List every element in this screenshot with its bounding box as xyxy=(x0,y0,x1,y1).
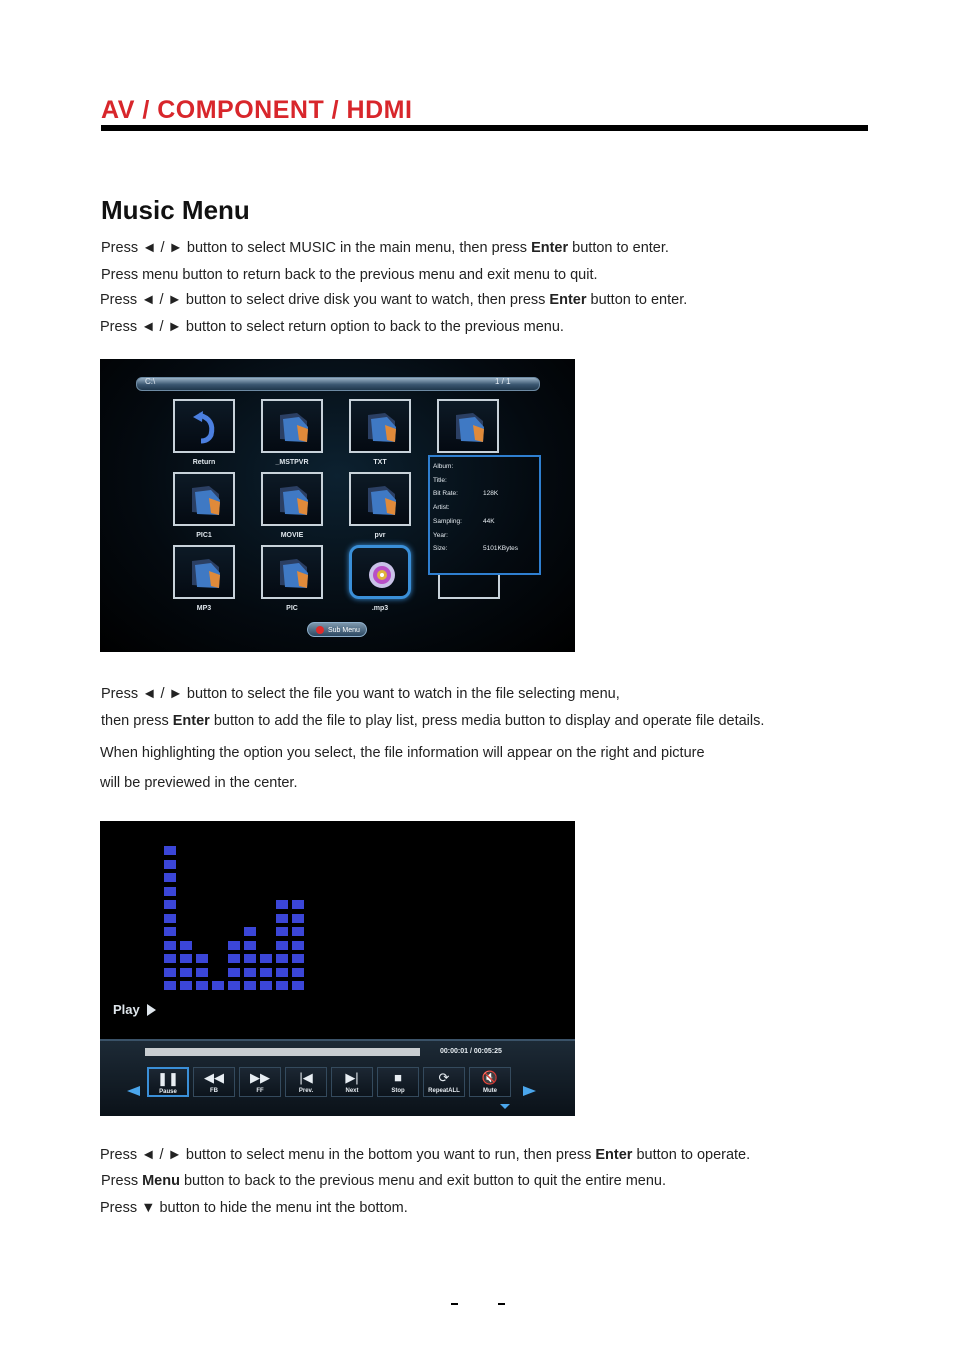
equalizer-bar-segment xyxy=(164,846,176,855)
file-info-panel xyxy=(428,455,541,575)
music-file-tile[interactable] xyxy=(349,545,411,599)
equalizer-bar-segment xyxy=(244,981,256,990)
equalizer-bar-segment xyxy=(276,981,288,990)
equalizer-bar-segment xyxy=(164,981,176,990)
folder-tile[interactable] xyxy=(349,399,411,453)
control-label: Mute xyxy=(483,1088,497,1094)
section-title: Music Menu xyxy=(101,195,250,225)
equalizer-bar-segment xyxy=(244,941,256,950)
equalizer-bar-segment xyxy=(180,954,192,963)
scroll-right-arrow-icon[interactable] xyxy=(523,1086,536,1096)
ff-icon: ▶▶ xyxy=(250,1070,270,1085)
info-label: Title: xyxy=(433,476,447,484)
next-button[interactable] xyxy=(331,1067,373,1097)
intro-line-2: Press menu button to return back to the previous menu and exit menu to quit. xyxy=(101,267,598,283)
page-header-title: AV / COMPONENT / HDMI xyxy=(101,96,413,124)
page-indicator: 1 / 1 xyxy=(495,377,511,386)
tile-label: pvr xyxy=(374,532,386,539)
sub-menu-button[interactable]: Sub Menu xyxy=(307,622,367,637)
folder-icon xyxy=(453,409,487,445)
folder-icon xyxy=(277,555,311,591)
intro-line-4: Press ◄ / ► button to select return option to back to the previous menu. xyxy=(100,319,564,335)
header-rule xyxy=(101,125,868,131)
prev-button[interactable] xyxy=(285,1067,327,1097)
middle-line-3: When highlighting the option you select, the file information will appear on the right and picture xyxy=(100,745,705,761)
tile-label: TXT xyxy=(373,459,387,466)
info-label: Year: xyxy=(433,531,448,539)
file-browser-screenshot xyxy=(100,359,575,652)
next-icon: ▶| xyxy=(345,1070,359,1085)
intro-line-1: Press ◄ / ► button to select MUSIC in the main menu, then press Enter button to enter. xyxy=(101,240,669,256)
return-tile[interactable] xyxy=(173,399,235,453)
folder-icon xyxy=(277,482,311,518)
equalizer-bar-segment xyxy=(164,968,176,977)
mute-icon: 🔇 xyxy=(481,1070,499,1085)
path-bar xyxy=(136,377,540,391)
folder-tile[interactable] xyxy=(261,399,323,453)
equalizer-bar-segment xyxy=(164,860,176,869)
equalizer-bar-segment xyxy=(276,927,288,936)
ff-button[interactable] xyxy=(239,1067,281,1097)
middle-line-4: will be previewed in the center. xyxy=(100,775,298,791)
equalizer-bar-segment xyxy=(228,941,240,950)
folder-tile[interactable] xyxy=(437,399,499,453)
play-icon xyxy=(147,1004,156,1016)
equalizer-bar-segment xyxy=(244,954,256,963)
info-label: Size: xyxy=(433,545,448,553)
control-label: RepeatALL xyxy=(428,1088,460,1094)
path-text: C:\ xyxy=(145,377,156,386)
equalizer-bar-segment xyxy=(228,954,240,963)
equalizer-bar-segment xyxy=(212,981,224,990)
equalizer-bar-segment xyxy=(260,968,272,977)
equalizer-bar-segment xyxy=(196,981,208,990)
folder-tile[interactable] xyxy=(173,472,235,526)
pause-icon: ❚❚ xyxy=(157,1071,179,1086)
folder-icon xyxy=(365,482,399,518)
folder-tile[interactable] xyxy=(349,472,411,526)
intro-line-3: Press ◄ / ► button to select drive disk you want to watch, then press Enter button to enter. xyxy=(100,292,688,308)
equalizer-bar-segment xyxy=(292,914,304,923)
control-label: Next xyxy=(345,1088,359,1094)
bottom-line-2: Press Menu button to back to the previous menu and exit button to quit the entire menu. xyxy=(101,1173,667,1189)
progress-bar[interactable] xyxy=(145,1048,420,1056)
record-icon xyxy=(316,626,324,634)
control-label: Pause xyxy=(159,1089,177,1095)
folder-icon xyxy=(189,482,223,518)
music-disc-icon xyxy=(366,556,400,592)
control-label: Stop xyxy=(391,1088,405,1094)
play-status: Play xyxy=(113,1002,140,1017)
fb-button[interactable] xyxy=(193,1067,235,1097)
equalizer-bar-segment xyxy=(260,954,272,963)
equalizer-bar-segment xyxy=(196,968,208,977)
equalizer-bar-segment xyxy=(276,914,288,923)
equalizer-bar-segment xyxy=(276,954,288,963)
tile-label: Return xyxy=(192,459,216,466)
equalizer-bar-segment xyxy=(164,927,176,936)
folder-tile[interactable] xyxy=(261,472,323,526)
equalizer-bar-segment xyxy=(292,954,304,963)
folder-tile[interactable] xyxy=(173,545,235,599)
equalizer-bar-segment xyxy=(292,941,304,950)
fb-icon: ◀◀ xyxy=(204,1070,224,1085)
prev-icon: |◀ xyxy=(299,1070,313,1085)
hide-menu-arrow-icon[interactable] xyxy=(500,1104,510,1109)
scroll-left-arrow-icon[interactable] xyxy=(127,1086,140,1096)
page-number-dash-right xyxy=(498,1303,505,1305)
equalizer-bar-segment xyxy=(244,968,256,977)
tile-label: MOVIE xyxy=(280,532,304,539)
equalizer-bar-segment xyxy=(196,954,208,963)
equalizer-bar-segment xyxy=(276,941,288,950)
equalizer-bar-segment xyxy=(228,981,240,990)
tile-label: _MSTPVR xyxy=(275,459,309,466)
info-label: Bit Rate: xyxy=(433,490,458,498)
pause-button[interactable] xyxy=(147,1067,189,1097)
music-player-screenshot xyxy=(100,821,575,1116)
tile-label: .mp3 xyxy=(371,605,389,612)
folder-icon xyxy=(365,409,399,445)
info-label: Artist: xyxy=(433,504,450,512)
stop-icon: ■ xyxy=(394,1070,402,1085)
control-label: FB xyxy=(210,1088,218,1094)
equalizer-bar-segment xyxy=(244,927,256,936)
info-value: 44K xyxy=(483,517,495,525)
tile-label: PIC xyxy=(286,605,298,612)
equalizer-bar-segment xyxy=(164,873,176,882)
equalizer-bar-segment xyxy=(292,927,304,936)
time-display: 00:00:01 / 00:05:25 xyxy=(440,1048,502,1055)
equalizer-bar-segment xyxy=(276,900,288,909)
folder-tile[interactable] xyxy=(261,545,323,599)
return-arrow-icon xyxy=(189,409,223,445)
mute-button[interactable] xyxy=(469,1067,511,1097)
control-label: Prev. xyxy=(298,1088,314,1094)
equalizer-bar-segment xyxy=(180,968,192,977)
folder-icon xyxy=(189,555,223,591)
equalizer-bar-segment xyxy=(164,914,176,923)
bottom-line-1: Press ◄ / ► button to select menu in the bottom you want to run, then press Enter button to operate. xyxy=(100,1147,751,1163)
equalizer-bar-segment xyxy=(164,887,176,896)
repeatall-icon: ⟳ xyxy=(438,1070,450,1085)
bottom-line-3: Press ▼ button to hide the menu int the bottom. xyxy=(100,1200,408,1216)
equalizer-bar-segment xyxy=(164,954,176,963)
equalizer-bar-segment xyxy=(292,900,304,909)
equalizer-bar-segment xyxy=(228,968,240,977)
equalizer-bar-segment xyxy=(180,981,192,990)
page-number-dash-left xyxy=(451,1303,458,1305)
equalizer-bar-segment xyxy=(292,968,304,977)
equalizer-bar-segment xyxy=(276,968,288,977)
middle-line-1: Press ◄ / ► button to select the file you want to watch in the file selecting menu, xyxy=(101,686,620,702)
middle-line-2: then press Enter button to add the file to play list, press media button to display and operate file details. xyxy=(101,713,765,729)
stop-button[interactable] xyxy=(377,1067,419,1097)
info-value: 128K xyxy=(483,490,499,498)
equalizer-bar-segment xyxy=(292,981,304,990)
folder-icon xyxy=(277,409,311,445)
info-label: Album: xyxy=(433,463,454,470)
equalizer-bar-segment xyxy=(180,941,192,950)
control-label: FF xyxy=(256,1088,264,1094)
tile-label: MP3 xyxy=(196,605,212,612)
tile-label: PIC1 xyxy=(196,532,212,539)
repeatall-button[interactable] xyxy=(423,1067,465,1097)
equalizer-bar-segment xyxy=(164,941,176,950)
equalizer-bar-segment xyxy=(260,981,272,990)
equalizer-bar-segment xyxy=(164,900,176,909)
tile-frame xyxy=(438,575,500,599)
info-label: Sampling: xyxy=(433,517,462,525)
info-value: 5101KBytes xyxy=(483,545,519,553)
